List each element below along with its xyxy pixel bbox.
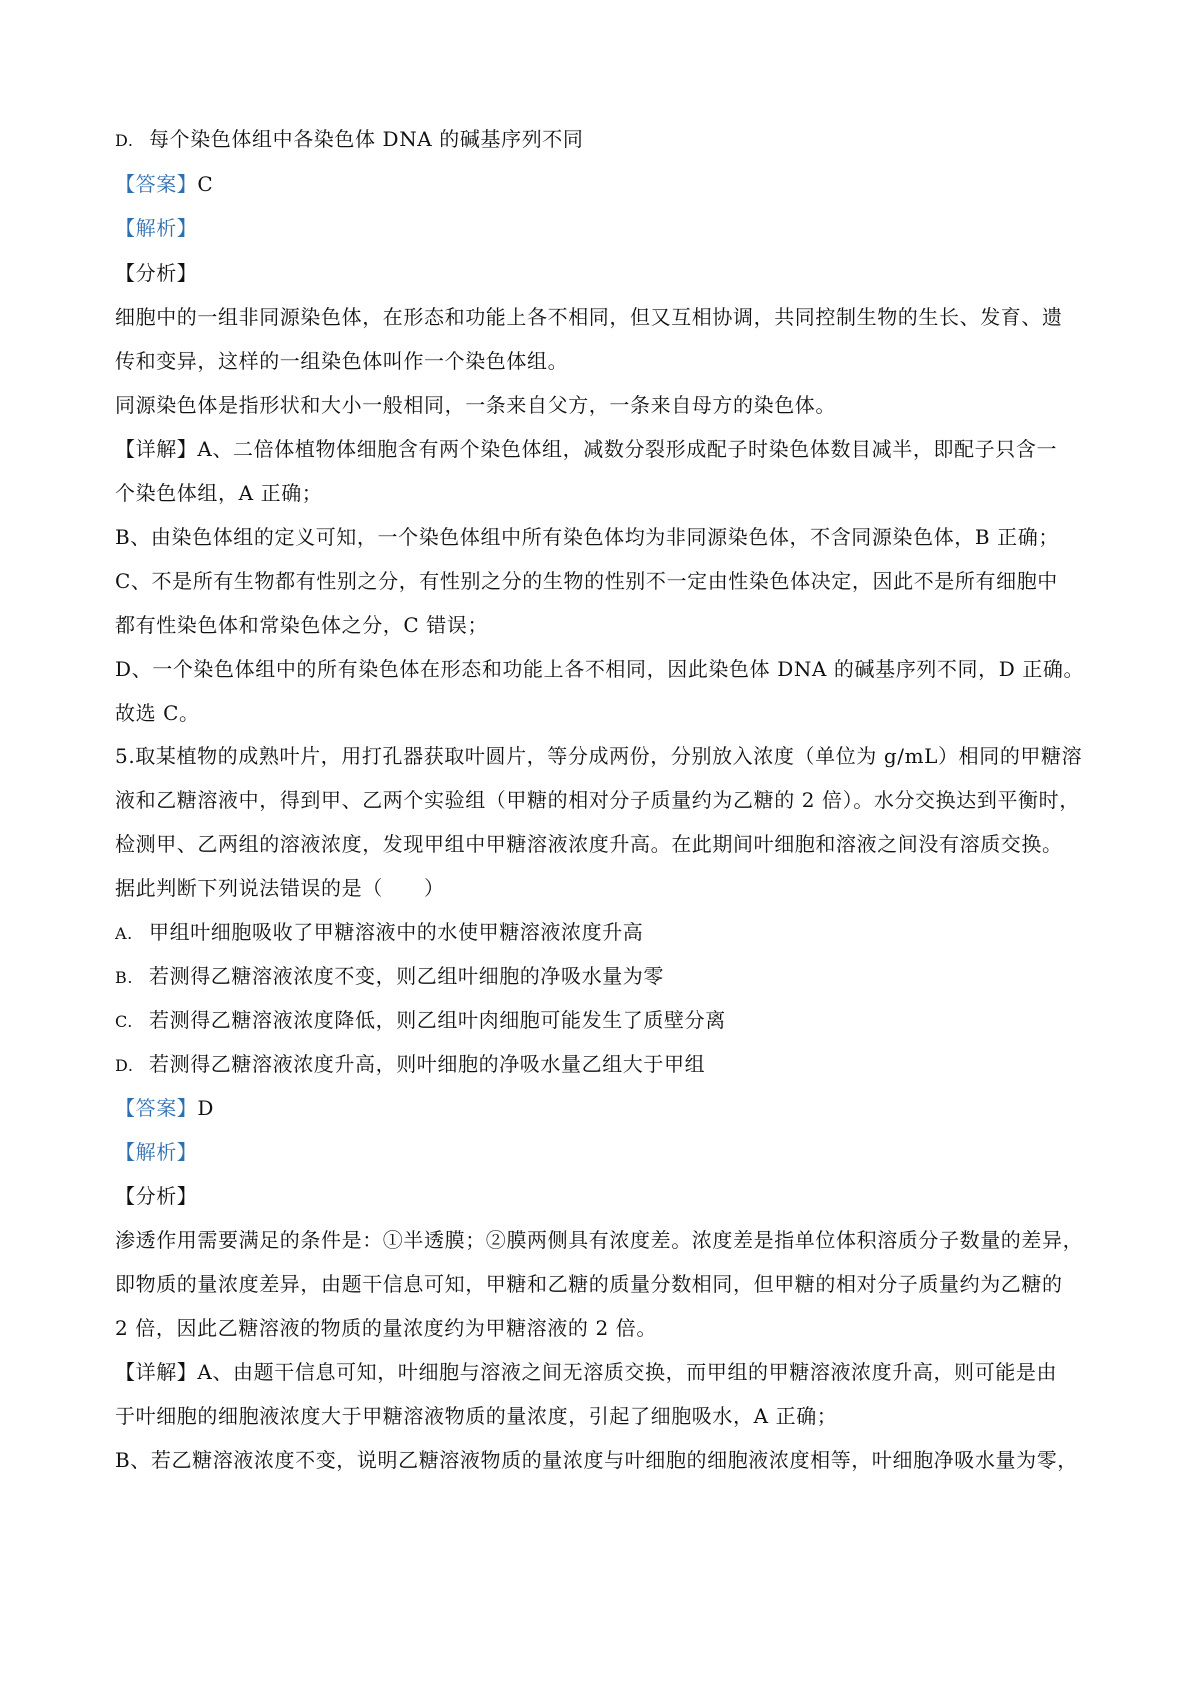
q4-fenxi-line: 传和变异，这样的一组染色体叫作一个染色体组。	[115, 349, 569, 373]
detail-text: A、二倍体植物体细胞含有两个染色体组，减数分裂形成配子时染色体数目减半，即配子只含一	[197, 437, 1058, 461]
q5-option-b	[115, 961, 1095, 993]
q4-detail-line: 故选 C。	[115, 701, 200, 725]
q5-fenxi-label	[115, 1181, 1095, 1211]
q4-fenxi-label	[115, 258, 1095, 288]
q5-detail-line	[115, 1357, 1095, 1387]
q5-detail-line: 于叶细胞的细胞液浓度大于甲糖溶液物质的量浓度，引起了细胞吸水，A 正确；	[115, 1404, 838, 1428]
q4-detail-line	[115, 434, 1095, 464]
analysis-label: 【解析】	[115, 216, 198, 240]
q5-option-d	[115, 1049, 1095, 1081]
q5-stem-line: 据此判断下列说法错误的是（ ）	[115, 876, 445, 900]
q5-option-a	[115, 917, 1095, 949]
q4-fenxi-line: 同源染色体是指形状和大小一般相同，一条来自父方，一条来自母方的染色体。	[115, 393, 836, 417]
q5-fenxi-line: 渗透作用需要满足的条件是：①半透膜；②膜两侧具有浓度差。浓度差是指单位体积溶质分子数量的差异，	[115, 1228, 1084, 1252]
q4-option-d	[115, 124, 1095, 156]
q4-detail-line: 个染色体组，A 正确；	[115, 481, 323, 505]
q4-analysis-label	[115, 213, 1095, 243]
option-label: B.	[115, 968, 134, 987]
q5-stem-line: 5.取某植物的成熟叶片，用打孔器获取叶圆片，等分成两份，分别放入浓度（单位为 g/mL）相同的甲糖溶	[115, 744, 1083, 768]
q5-answer	[115, 1093, 1095, 1123]
detail-label: 【详解】	[115, 437, 198, 461]
option-label: A.	[115, 924, 133, 943]
answer-label: 【答案】	[115, 1096, 198, 1120]
answer-label: 【答案】	[115, 172, 198, 196]
q4-answer	[115, 169, 1095, 199]
q5-detail-line: B、若乙糖溶液浓度不变，说明乙糖溶液物质的量浓度与叶细胞的细胞液浓度相等，叶细胞净吸水量为零，	[115, 1448, 1078, 1472]
q4-detail-line: C、不是所有生物都有性别之分，有性别之分的生物的性别不一定由性染色体决定，因此不是所有细胞中	[115, 569, 1058, 593]
q5-fenxi-line: 2 倍，因此乙糖溶液的物质的量浓度约为甲糖溶液的 2 倍。	[115, 1316, 657, 1340]
q4-detail-line: 都有性染色体和常染色体之分，C 错误；	[115, 613, 489, 637]
fenxi-label: 【分析】	[115, 261, 198, 285]
option-label: D.	[115, 131, 134, 150]
fenxi-label: 【分析】	[115, 1184, 198, 1208]
detail-text: A、由题干信息可知，叶细胞与溶液之间无溶质交换，而甲组的甲糖溶液浓度升高，则可能是由	[197, 1360, 1058, 1384]
detail-label: 【详解】	[115, 1360, 198, 1384]
q4-fenxi-line: 细胞中的一组非同源染色体，在形态和功能上各不相同，但又互相协调，共同控制生物的生长、发育、遗	[115, 305, 1063, 329]
option-text: 若测得乙糖溶液浓度升高，则叶细胞的净吸水量乙组大于甲组	[149, 1052, 706, 1076]
q4-detail-line: D、一个染色体组中的所有染色体在形态和功能上各不相同，因此染色体 DNA 的碱基序列不同，D 正确。	[115, 657, 1085, 681]
q5-stem-line: 检测甲、乙两组的溶液浓度，发现甲组中甲糖溶液浓度升高。在此期间叶细胞和溶液之间没有溶质交换。	[115, 832, 1063, 856]
answer-value: D	[197, 1096, 215, 1120]
option-text: 每个染色体组中各染色体 DNA 的碱基序列不同	[149, 127, 584, 151]
q5-fenxi-line: 即物质的量浓度差异，由题干信息可知，甲糖和乙糖的质量分数相同，但甲糖的相对分子质量约为乙糖的	[115, 1272, 1063, 1296]
option-text: 甲组叶细胞吸收了甲糖溶液中的水使甲糖溶液浓度升高	[149, 920, 644, 944]
option-text: 若测得乙糖溶液浓度不变，则乙组叶细胞的净吸水量为零	[149, 964, 664, 988]
option-label: D.	[115, 1056, 134, 1075]
analysis-label: 【解析】	[115, 1140, 198, 1164]
q5-analysis-label	[115, 1137, 1095, 1167]
q4-detail-line: B、由染色体组的定义可知，一个染色体组中所有染色体均为非同源染色体，不含同源染色体，B 正确；	[115, 525, 1059, 549]
answer-value: C	[197, 172, 214, 196]
option-text: 若测得乙糖溶液浓度降低，则乙组叶肉细胞可能发生了质壁分离	[149, 1008, 726, 1032]
q5-stem-line: 液和乙糖溶液中，得到甲、乙两个实验组（甲糖的相对分子质量约为乙糖的 2 倍）。水分交换达到平衡时，	[115, 788, 1080, 812]
option-label: C.	[115, 1012, 133, 1031]
q5-option-c	[115, 1005, 1095, 1037]
